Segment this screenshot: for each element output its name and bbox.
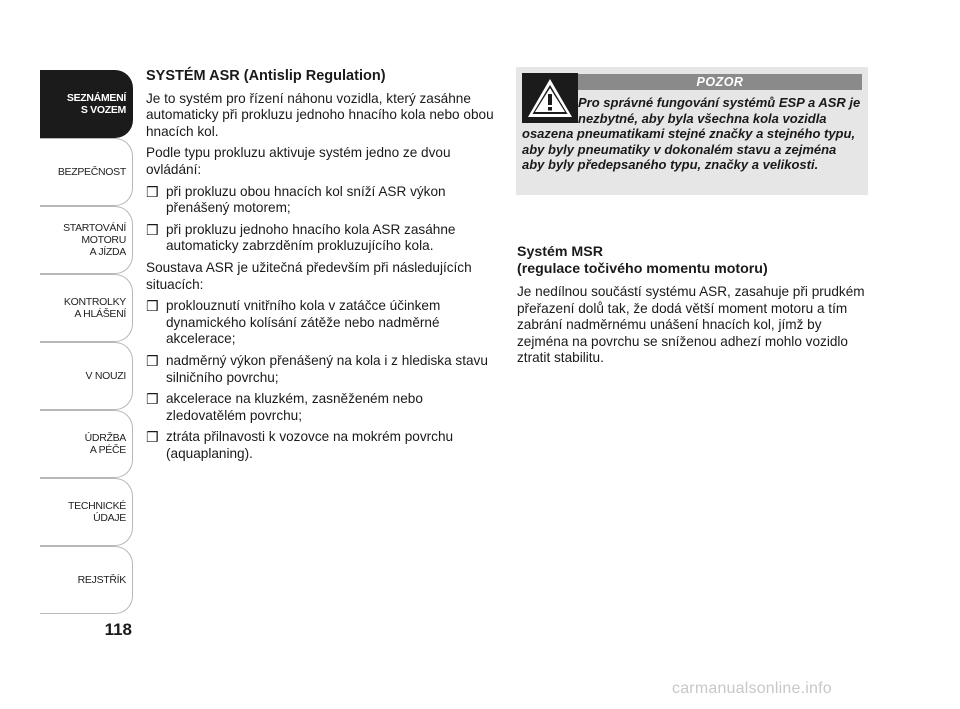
msr-section <box>517 244 867 367</box>
checkbox-bullet-icon: ❒ <box>146 298 159 315</box>
tab-v-nouzi[interactable]: V NOUZI <box>40 342 133 410</box>
list-item-text: při prokluzu obou hnacích kol sníží ASR výkon přenášený motorem; <box>166 183 446 216</box>
tab-seznameni-s-vozem[interactable]: SEZNÁMENÍ S VOZEM <box>40 70 133 138</box>
tab-kontrolky[interactable]: KONTROLKY A HLÁŠENÍ <box>40 274 133 342</box>
list-item <box>146 222 496 255</box>
warning-heading: POZOR <box>578 74 862 90</box>
msr-title: Systém MSR (regulace točivého momentu motoru) <box>517 244 768 277</box>
asr-situations-intro: Soustava ASR je užitečná především při následujících situacích: <box>146 259 472 292</box>
list-item-text: při prokluzu jednoho hnacího kola ASR zasáhne automaticky zabrzděním prokluzujícího kola. <box>166 221 456 254</box>
msr-text: Je nedílnou součástí systému ASR, zasahuje při prudkém přeřazení dolů tak, že dodá větší moment motoru a tím zabrání nadměrnému unášení hnacích kol, jímž by zejména na povrchu se sníženou adhezí mohlo vozidlo ztratit stabilitu. <box>517 284 865 366</box>
checkbox-bullet-icon: ❒ <box>146 391 159 408</box>
list-item <box>146 184 496 217</box>
list-item <box>146 429 496 462</box>
warning-box <box>516 67 868 195</box>
tab-bezpecnost[interactable]: BEZPEČNOST <box>40 138 133 206</box>
list-item <box>146 353 496 386</box>
list-item-text: akcelerace na kluzkém, zasněženém nebo zledovatělém povrchu; <box>166 391 423 423</box>
asr-section <box>146 68 496 467</box>
chapter-tabs <box>40 70 133 614</box>
tab-rejstrik[interactable]: REJSTŘÍK <box>40 546 133 614</box>
asr-intro: Je to systém pro řízení náhonu vozidla, který zasáhne automaticky při prokluzu jednoho hnacího kola nebo obou hnacích kol. <box>146 90 494 139</box>
tab-udrzba[interactable]: ÚDRŽBA A PÉČE <box>40 410 133 478</box>
asr-control-intro: Podle typu prokluzu aktivuje systém jedno ze dvou ovládání: <box>146 145 451 177</box>
checkbox-bullet-icon: ❒ <box>146 352 159 369</box>
list-item <box>146 298 496 348</box>
list-item-text: nadměrný výkon přenášený na kola i z hlediska stavu silničního povrchu; <box>166 352 488 385</box>
list-item-text: ztráta přilnavosti k vozovce na mokrém povrchu (aquaplaning). <box>166 429 454 461</box>
checkbox-bullet-icon: ❒ <box>146 221 159 238</box>
warning-text-block <box>522 95 862 173</box>
checkbox-bullet-icon: ❒ <box>146 429 159 446</box>
asr-title: SYSTÉM ASR (Antislip Regulation) <box>146 68 386 84</box>
watermark: carmanualsonline.info <box>672 680 832 697</box>
list-item-text: proklouznutí vnitřního kola v zatáčce účinkem dynamického kolísání zátěže nebo nadměrné akcelerace; <box>166 298 441 347</box>
checkbox-bullet-icon: ❒ <box>146 183 159 200</box>
warning-text: Pro správné fungování systémů ESP a ASR je nezbytné, aby byla všechna kola vozidla osazena pneumatikami stejné značky a stejného typu, aby byly pneumatiky v dokonalém stavu a zejména aby byly předepsaného typu, značky a velikosti. <box>522 95 861 173</box>
tab-technicke-udaje[interactable]: TECHNICKÉ ÚDAJE <box>40 478 133 546</box>
tab-startovani-motoru[interactable]: STARTOVÁNÍ MOTORU A JÍZDA <box>40 206 133 274</box>
list-item <box>146 391 496 424</box>
page-number: 118 <box>104 620 132 639</box>
